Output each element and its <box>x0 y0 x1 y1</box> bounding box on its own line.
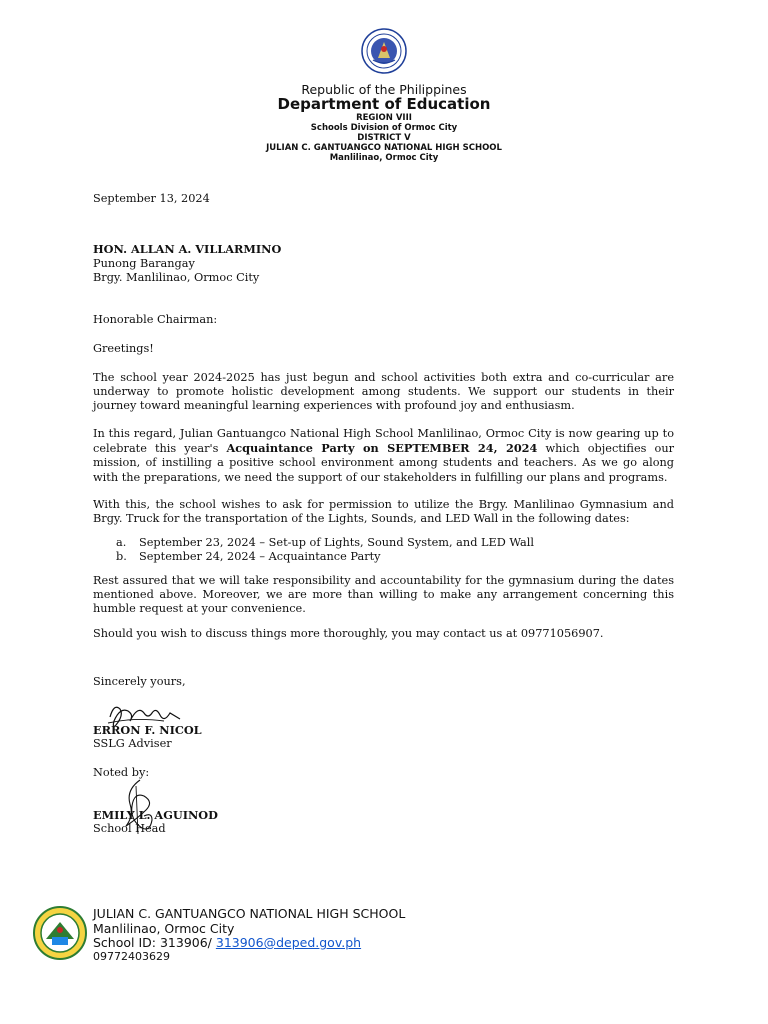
list-text: September 23, 2024 – Set-up of Lights, Sound System, and LED Wall <box>139 536 535 549</box>
header-district: DISTRICT V <box>357 133 411 143</box>
closing: Sincerely yours, <box>93 675 186 688</box>
footer-email-link[interactable]: 313906@deped.gov.ph <box>215 935 362 950</box>
paragraph-2-start: In this regard, Julian Gantuangco National High School Manlilinao, Ormoc City is now gearing up to celebrate this year's <box>93 427 674 456</box>
recipient-address: Brgy. Manlilinao, Ormoc City <box>93 271 260 284</box>
list-item <box>116 550 381 564</box>
list-marker: b. <box>116 550 127 563</box>
footer-school-id <box>93 935 361 950</box>
paragraph-4: Rest assured that we will take responsibility and accountability for the gymnasium during the dates mentioned above. Moreover, we are more than willing to make any arrangement concerning this humble request at your convenience. <box>93 574 674 616</box>
paragraph-2 <box>93 427 674 485</box>
paragraph-2-highlight: Acquaintance Party on SEPTEMBER 24, 2024 <box>226 441 538 456</box>
header-republic: Republic of the Philippines <box>301 82 467 97</box>
salutation: Honorable Chairman: <box>93 313 218 326</box>
recipient-title: Punong Barangay <box>93 257 195 270</box>
footer-school-id-label: School ID: 313906/ <box>93 935 216 950</box>
greeting: Greetings! <box>93 342 154 355</box>
signer-1-name: ERRON F. NICOL <box>93 723 202 737</box>
recipient-name: HON. ALLAN A. VILLARMINO <box>93 242 282 256</box>
list-text: September 24, 2024 – Acquaintance Party <box>139 550 381 563</box>
noted-by: Noted by: <box>93 766 150 779</box>
footer-location: Manlilinao, Ormoc City <box>93 921 235 936</box>
header-location: Manlilinao, Ormoc City <box>329 153 439 163</box>
paragraph-2-end: which objectifies our mission, of instilling a positive school environment among students and teachers. As we go along with the preparations, we need the support of our stakeholders in fulfilling our plans and programs. <box>93 442 674 484</box>
footer-school: JULIAN C. GANTUANGCO NATIONAL HIGH SCHOOL <box>93 906 406 921</box>
signer-2-name: EMILY L. AGUINOD <box>93 808 218 822</box>
paragraph-5: Should you wish to discuss things more thoroughly, you may contact us at 09771056907. <box>93 627 604 640</box>
header-department: Department of Education <box>277 95 491 113</box>
letter-date: September 13, 2024 <box>93 192 210 205</box>
signer-2-role: School Head <box>93 822 166 835</box>
list-marker: a. <box>116 536 127 549</box>
list-item <box>116 536 534 550</box>
header-division: Schools Division of Ormoc City <box>310 123 458 133</box>
deped-seal-icon <box>361 28 407 74</box>
paragraph-3: With this, the school wishes to ask for permission to utilize the Brgy. Manlilinao Gymnasium and Brgy. Truck for the transportation of the Lights, Sounds, and LED Wall in the following dates: <box>93 498 674 526</box>
signer-1-role: SSLG Adviser <box>93 737 172 750</box>
paragraph-1: The school year 2024-2025 has just begun and school activities both extra and co-curricular are underway to promote holistic development among students. We support our students in their journey toward meaningful learning experiences with profound joy and enthusiasm. <box>93 371 674 413</box>
school-logo-icon <box>33 906 87 960</box>
header-school: JULIAN C. GANTUANGCO NATIONAL HIGH SCHOOL <box>266 143 502 153</box>
footer-phone: 09772403629 <box>93 950 170 963</box>
header-region: REGION VIII <box>356 113 412 123</box>
